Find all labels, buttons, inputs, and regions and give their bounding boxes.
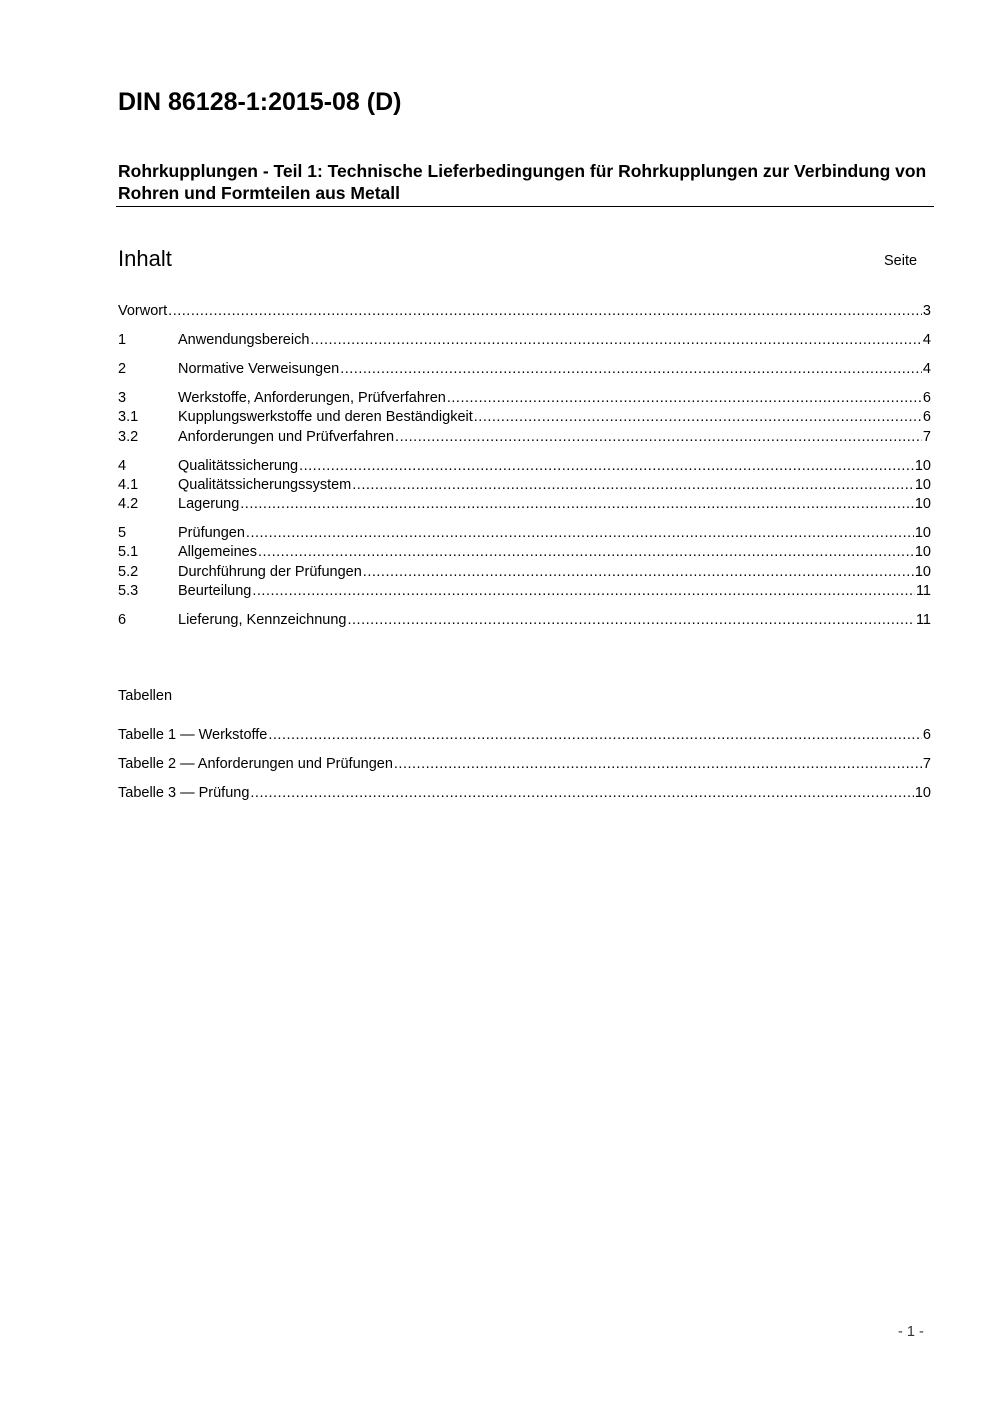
toc-entry[interactable]: [118, 524, 931, 542]
document-title: Rohrkupplungen - Teil 1: Technische Lieferbedingungen für Rohrkupplungen zur Verbindung von Rohren und Formteilen aus Metall: [118, 161, 927, 203]
toc-leader: [395, 428, 922, 446]
toc-entry-number: 6: [118, 612, 127, 628]
table-list-entry[interactable]: [118, 755, 931, 773]
toc-entry-text: Qualitätssicherung: [178, 458, 299, 474]
toc-leader: [363, 563, 914, 581]
toc-entry-number: 1: [118, 332, 127, 348]
toc-entry-number: 3.1: [118, 409, 139, 425]
toc-entry[interactable]: [118, 563, 931, 581]
toc-entry-number: 5.2: [118, 564, 139, 580]
toc-leader: [299, 457, 914, 475]
toc-entry-number: 4: [118, 458, 127, 474]
toc-entry[interactable]: [118, 360, 931, 378]
toc-entry-page: 6: [922, 409, 931, 425]
toc-leader: [447, 389, 922, 407]
toc-leader: [258, 543, 914, 561]
toc-leader: [348, 611, 915, 629]
toc-entry-page: 11: [915, 612, 931, 628]
toc-entry[interactable]: [118, 611, 931, 629]
toc-leader: [310, 331, 922, 349]
table-entry-page: 7: [922, 756, 931, 772]
table-entry-text: Tabelle 1 — Werkstoffe: [118, 727, 268, 743]
toc-entry-number: 3: [118, 390, 127, 406]
toc-entry-number: 3.2: [118, 429, 139, 445]
table-entry-text: Tabelle 3 — Prüfung: [118, 785, 250, 801]
document-id: DIN 86128-1:2015-08 (D): [118, 88, 402, 116]
toc-entry-text: Prüfungen: [178, 525, 245, 541]
table-entry-page: 10: [914, 785, 931, 801]
toc-entry-page: 10: [914, 477, 931, 493]
toc-entry[interactable]: [118, 389, 931, 407]
toc-leader: [474, 408, 922, 426]
toc-leader: [394, 755, 922, 773]
toc-leader: [340, 360, 922, 378]
toc-entry-text: Kupplungswerkstoffe und deren Beständigkeit: [178, 409, 473, 425]
toc-entry[interactable]: [118, 428, 931, 446]
page-column-label: Seite: [884, 253, 918, 269]
page-number: - 1 -: [898, 1324, 924, 1340]
table-entry-page: 6: [922, 727, 931, 743]
toc-entry[interactable]: [118, 457, 931, 475]
toc-entry-page: 7: [922, 429, 931, 445]
toc-entry-number: 4.2: [118, 496, 139, 512]
toc-entry-text: Lagerung: [178, 496, 240, 512]
toc-leader: [240, 495, 914, 513]
tables-heading: Tabellen: [118, 688, 173, 704]
table-entry-text: Tabelle 2 — Anforderungen und Prüfungen: [118, 756, 393, 772]
toc-entry-page: 4: [922, 332, 931, 348]
toc-entry-text: Anforderungen und Prüfverfahren: [178, 429, 395, 445]
toc-leader: [352, 476, 914, 494]
toc-entry-text: Vorwort: [118, 303, 168, 319]
toc-entry-text: Werkstoffe, Anforderungen, Prüfverfahren: [178, 390, 446, 406]
toc-entry-page: 10: [914, 544, 931, 560]
toc-leader: [250, 784, 913, 802]
toc-entry[interactable]: [118, 495, 931, 513]
toc-entry-page: 6: [922, 390, 931, 406]
toc-entry-text: Beurteilung: [178, 583, 252, 599]
toc-entry[interactable]: [118, 408, 931, 426]
toc-entry-page: 4: [922, 361, 931, 377]
toc-entry-text: Qualitätssicherungssystem: [178, 477, 352, 493]
toc-entry-page: 10: [914, 496, 931, 512]
toc-entry-number: 5.3: [118, 583, 139, 599]
toc-entry-text: Durchführung der Prüfungen: [178, 564, 362, 580]
toc-entry-number: 5: [118, 525, 127, 541]
toc-entry-text: Anwendungsbereich: [178, 332, 310, 348]
toc-entry-text: Normative Verweisungen: [178, 361, 340, 377]
toc-entry[interactable]: [118, 543, 931, 561]
toc-leader: [168, 302, 922, 320]
table-list-entry[interactable]: [118, 726, 931, 744]
toc-entry-page: 10: [914, 564, 931, 580]
toc-entry-number: 5.1: [118, 544, 139, 560]
toc-entry-number: 2: [118, 361, 127, 377]
toc-heading: Inhalt: [118, 246, 172, 271]
toc-entry-page: 10: [914, 458, 931, 474]
toc-entry-text: Lieferung, Kennzeichnung: [178, 612, 347, 628]
toc-entry-number: 4.1: [118, 477, 139, 493]
table-list-entry[interactable]: [118, 784, 931, 802]
toc-entry-page: 10: [914, 525, 931, 541]
title-divider: [116, 206, 934, 207]
toc-entry[interactable]: [118, 302, 931, 320]
toc-entry[interactable]: [118, 582, 931, 600]
toc-entry-page: 3: [922, 303, 931, 319]
toc-leader: [268, 726, 922, 744]
toc-leader: [246, 524, 914, 542]
toc-leader: [252, 582, 915, 600]
toc-entry-text: Allgemeines: [178, 544, 257, 560]
toc-entry-page: 11: [915, 583, 931, 599]
toc-entry[interactable]: [118, 476, 931, 494]
toc-entry[interactable]: [118, 331, 931, 349]
